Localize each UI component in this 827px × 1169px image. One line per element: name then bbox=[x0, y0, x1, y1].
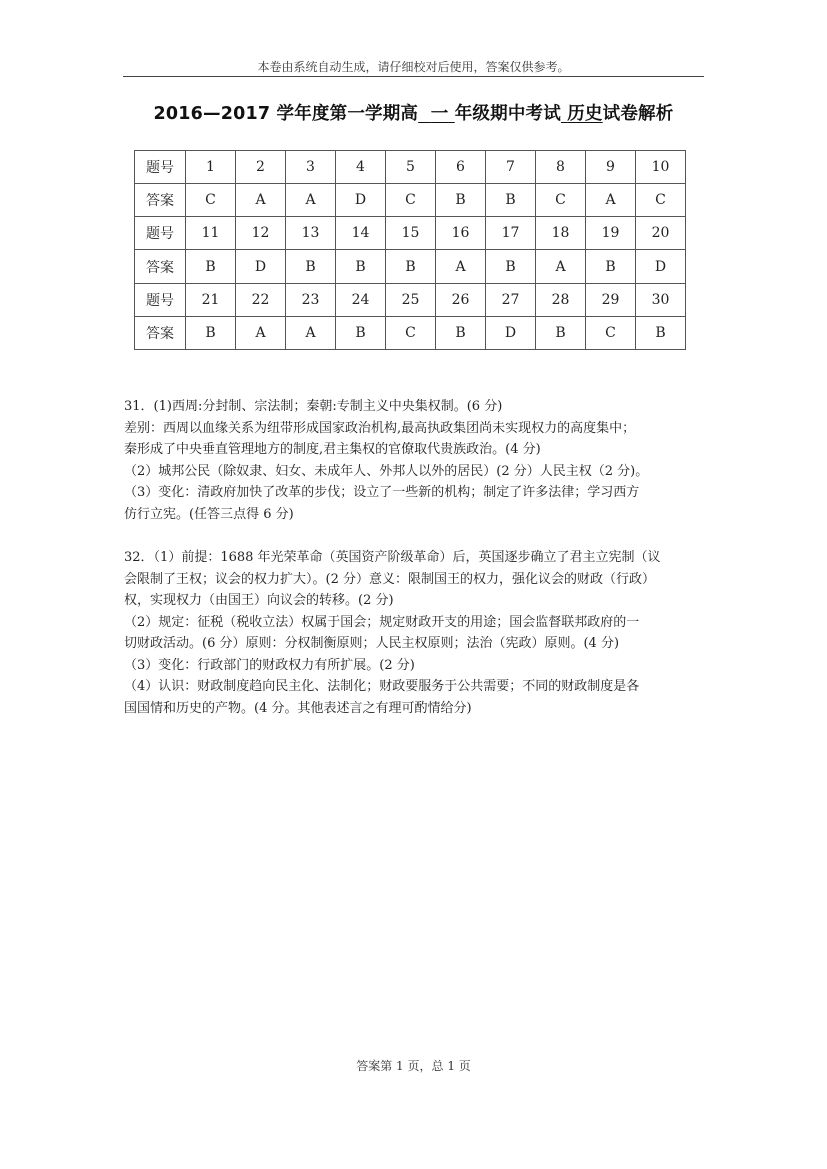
table-row bbox=[135, 250, 686, 283]
table-cell: A bbox=[236, 184, 286, 217]
table-cell: 16 bbox=[436, 217, 486, 250]
table-cell: B bbox=[536, 316, 586, 349]
question-32-line: 切财政活动。(6 分）原则：分权制衡原则；人民主权原则；法治（宪政）原则。(4 分) bbox=[124, 636, 620, 651]
question-31-line: 差别：西周以血缘关系为纽带形成国家政治机构,最高执政集团尚未实现权力的高度集中； bbox=[124, 420, 636, 436]
table-cell: 10 bbox=[636, 151, 686, 184]
table-cell: 30 bbox=[636, 283, 686, 316]
question-32-line: （3）变化：行政部门的财政权力有所扩展。(2 分) bbox=[124, 657, 415, 673]
table-cell: 28 bbox=[536, 283, 586, 316]
table-cell: B bbox=[186, 250, 236, 283]
question-31-answer bbox=[124, 396, 709, 525]
table-cell: D bbox=[236, 250, 286, 283]
question-32-line: 32．（1）前提：1688 年光荣革命（英国资产阶级革命）后，英国逐步确立了君主立宪制（议 bbox=[124, 550, 661, 565]
table-row bbox=[135, 283, 686, 316]
table-cell: 25 bbox=[386, 283, 436, 316]
table-cell: B bbox=[336, 250, 386, 283]
table-cell: 20 bbox=[636, 217, 686, 250]
table-cell: 2 bbox=[236, 151, 286, 184]
table-cell: 21 bbox=[186, 283, 236, 316]
table-cell: 29 bbox=[586, 283, 636, 316]
table-row bbox=[135, 316, 686, 349]
table-cell: 9 bbox=[586, 151, 636, 184]
question-32-answer bbox=[124, 547, 709, 719]
table-cell: B bbox=[386, 250, 436, 283]
table-cell: B bbox=[336, 316, 386, 349]
question-31-line: （2）城邦公民（除奴隶、妇女、未成年人、外邦人以外的居民）(2 分）人民主权（2 分)。 bbox=[124, 463, 649, 479]
table-cell: B bbox=[586, 250, 636, 283]
table-row bbox=[135, 184, 686, 217]
table-cell: C bbox=[536, 184, 586, 217]
question-31-line: 秦形成了中央垂直管理地方的制度,君主集权的官僚取代贵族政治。(4 分) bbox=[124, 442, 541, 457]
table-cell: B bbox=[286, 250, 336, 283]
table-row bbox=[135, 151, 686, 184]
row-label: 答案 bbox=[135, 250, 186, 283]
table-cell: 14 bbox=[336, 217, 386, 250]
table-cell: 22 bbox=[236, 283, 286, 316]
question-32-line: （2）规定：征税（税收立法）权属于国会；规定财政开支的用途；国会监督联邦政府的一 bbox=[124, 614, 640, 630]
table-cell: 11 bbox=[186, 217, 236, 250]
table-cell: A bbox=[536, 250, 586, 283]
table-cell: B bbox=[436, 184, 486, 217]
title-subject-value: 历史 bbox=[567, 104, 603, 124]
table-cell: A bbox=[236, 316, 286, 349]
table-cell: 18 bbox=[536, 217, 586, 250]
table-cell: C bbox=[386, 184, 436, 217]
table-cell: 7 bbox=[486, 151, 536, 184]
answer-table bbox=[134, 150, 686, 350]
row-label: 题号 bbox=[135, 283, 186, 316]
table-cell: C bbox=[386, 316, 436, 349]
title-part-grade bbox=[418, 104, 455, 124]
table-cell: D bbox=[336, 184, 386, 217]
table-cell: 8 bbox=[536, 151, 586, 184]
table-cell: 13 bbox=[286, 217, 336, 250]
row-label: 题号 bbox=[135, 217, 186, 250]
table-cell: B bbox=[186, 316, 236, 349]
table-cell: B bbox=[486, 184, 536, 217]
table-cell: A bbox=[286, 184, 336, 217]
table-cell: 27 bbox=[486, 283, 536, 316]
header-note: 本卷由系统自动生成，请仔细校对后使用，答案仅供参考。 bbox=[257, 60, 570, 74]
table-cell: A bbox=[586, 184, 636, 217]
table-cell: 26 bbox=[436, 283, 486, 316]
question-32-line: （4）认识：财政制度趋向民主化、法制化；财政要服务于公共需要；不同的财政制度是各 bbox=[124, 679, 640, 694]
question-31-line: 31．(1)西周:分封制、宗法制；秦朝:专制主义中央集权制。(6 分) bbox=[124, 399, 503, 414]
row-label: 答案 bbox=[135, 316, 186, 349]
table-cell: A bbox=[436, 250, 486, 283]
table-cell: 15 bbox=[386, 217, 436, 250]
table-cell: C bbox=[186, 184, 236, 217]
table-cell: B bbox=[486, 250, 536, 283]
question-32-line: 权，实现权力（由国王）向议会的转移。(2 分) bbox=[124, 593, 394, 608]
table-cell: 23 bbox=[286, 283, 336, 316]
table-cell: B bbox=[636, 316, 686, 349]
title-part-subject bbox=[561, 104, 603, 124]
title-part-year: 2016—2017 学年度第一学期高 bbox=[153, 104, 419, 124]
table-cell: 1 bbox=[186, 151, 236, 184]
table-cell: B bbox=[436, 316, 486, 349]
title-part-suffix: 试卷解析 bbox=[602, 104, 674, 124]
row-label: 题号 bbox=[135, 151, 186, 184]
question-32-line: 会限制了王权；议会的权力扩大）。(2 分）意义：限制国王的权力，强化议会的财政（行政） bbox=[124, 571, 655, 587]
title-part-exam: 年级期中考试 bbox=[454, 104, 561, 124]
row-label: 答案 bbox=[135, 184, 186, 217]
table-cell: 24 bbox=[336, 283, 386, 316]
table-cell: 4 bbox=[336, 151, 386, 184]
table-cell: A bbox=[286, 316, 336, 349]
table-cell: 3 bbox=[286, 151, 336, 184]
page-title bbox=[0, 100, 827, 125]
table-cell: 6 bbox=[436, 151, 486, 184]
table-cell: D bbox=[636, 250, 686, 283]
table-cell: C bbox=[586, 316, 636, 349]
question-31-line: （3）变化：清政府加快了改革的步伐；设立了一些新的机构；制定了许多法律；学习西方 bbox=[124, 485, 640, 500]
question-32-line: 国国情和历史的产物。(4 分。其他表述言之有理可酌情给分) bbox=[124, 700, 472, 716]
table-cell: D bbox=[486, 316, 536, 349]
table-cell: 12 bbox=[236, 217, 286, 250]
table-cell: C bbox=[636, 184, 686, 217]
table-row bbox=[135, 217, 686, 250]
header-divider bbox=[123, 76, 704, 77]
question-31-line: 仿行立宪。(任答三点得 6 分) bbox=[124, 506, 294, 522]
table-cell: 17 bbox=[486, 217, 536, 250]
page-footer: 答案第 1 页，总 1 页 bbox=[356, 1059, 471, 1073]
table-cell: 5 bbox=[386, 151, 436, 184]
table-cell: 19 bbox=[586, 217, 636, 250]
title-grade-value: 一 bbox=[430, 104, 449, 124]
